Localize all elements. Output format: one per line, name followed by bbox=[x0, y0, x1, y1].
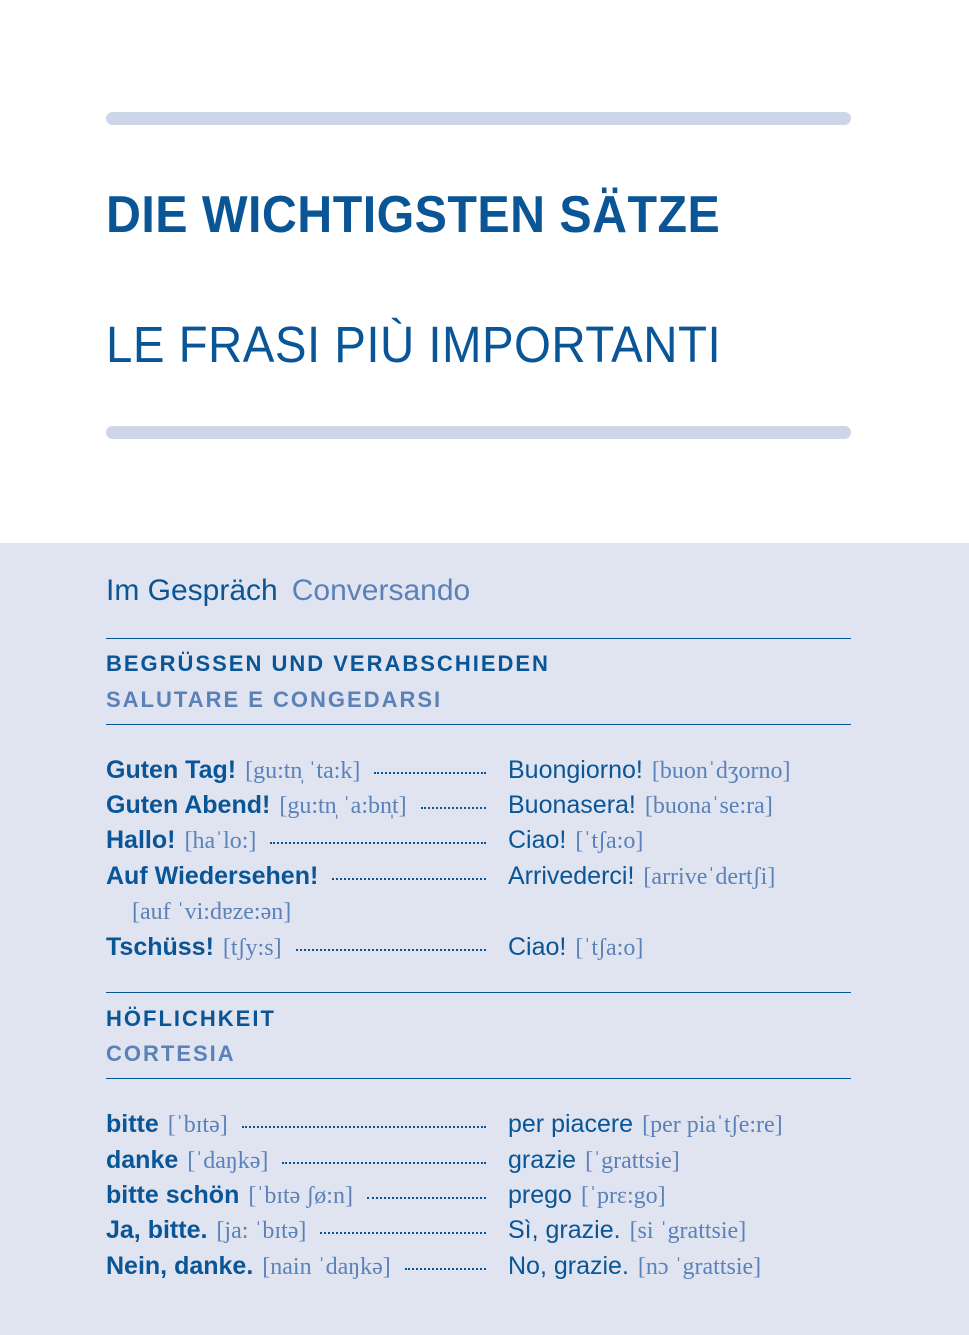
phrase-row bbox=[106, 1212, 851, 1248]
german-phrase: bitte bbox=[106, 1110, 159, 1138]
dotted-leader bbox=[332, 878, 486, 880]
phrase-row bbox=[106, 929, 851, 965]
german-pronunciation: [gu:tn̩ ˈa:bn̩t] bbox=[279, 793, 407, 819]
italian-phrase: Buonasera! bbox=[508, 791, 636, 819]
section-divider bbox=[106, 638, 851, 639]
italian-pronunciation: [nɔ ˈgrattsie] bbox=[637, 1254, 762, 1280]
dotted-leader bbox=[242, 1126, 486, 1128]
german-phrase: Ja, bitte. bbox=[106, 1216, 208, 1244]
section-divider bbox=[106, 992, 851, 993]
dotted-leader bbox=[296, 949, 486, 951]
section-divider bbox=[106, 1078, 851, 1079]
italian-phrase: Ciao! bbox=[508, 933, 567, 961]
dotted-leader bbox=[320, 1232, 486, 1234]
phrase-row bbox=[106, 1142, 851, 1178]
italian-pronunciation: [ˈtʃa:o] bbox=[575, 935, 644, 961]
phrase-row bbox=[106, 858, 851, 894]
german-phrase: danke bbox=[106, 1146, 179, 1174]
dotted-leader bbox=[270, 842, 486, 844]
dotted-leader bbox=[405, 1268, 486, 1270]
chapter-title bbox=[106, 571, 470, 611]
section-heading-german: HÖFLICHKEIT bbox=[106, 1006, 276, 1031]
dotted-leader bbox=[282, 1162, 486, 1164]
german-pronunciation: [auf ˈvi:dɐze:ən] bbox=[132, 899, 292, 925]
section-heading-italian: CORTESIA bbox=[106, 1041, 236, 1066]
phrase-row bbox=[106, 1177, 851, 1213]
german-phrase: Guten Tag! bbox=[106, 756, 237, 784]
phrase-row bbox=[106, 752, 851, 788]
italian-pronunciation: [per piaˈtʃe:re] bbox=[642, 1112, 783, 1138]
german-pronunciation: [ˈbɪtə ʃø:n] bbox=[248, 1183, 353, 1209]
german-phrase: Auf Wiedersehen! bbox=[106, 862, 319, 890]
phrase-row bbox=[106, 1248, 851, 1284]
german-phrase: Guten Abend! bbox=[106, 791, 271, 819]
phrase-row bbox=[106, 787, 851, 823]
italian-pronunciation: [ˈtʃa:o] bbox=[575, 828, 644, 854]
italian-pronunciation: [arriveˈdertʃi] bbox=[643, 864, 776, 890]
italian-phrase: grazie bbox=[508, 1146, 577, 1174]
phrase-row bbox=[106, 822, 851, 858]
german-phrase: bitte schön bbox=[106, 1181, 240, 1209]
page-title-german: DIE WICHTIGSTEN SÄTZE bbox=[106, 186, 721, 244]
italian-phrase: No, grazie. bbox=[508, 1252, 629, 1280]
chapter-title-italian: Conversando bbox=[291, 574, 471, 607]
dotted-leader bbox=[374, 772, 486, 774]
german-pronunciation: [gu:tn̩ ˈta:k] bbox=[245, 758, 361, 784]
title-area bbox=[0, 0, 969, 543]
decorative-bar-bottom bbox=[106, 426, 851, 439]
phrase-row bbox=[106, 1106, 851, 1142]
german-phrase: Hallo! bbox=[106, 826, 176, 854]
italian-pronunciation: [ˈprɛ:go] bbox=[580, 1183, 666, 1209]
chapter-title-german: Im Gespräch bbox=[106, 574, 278, 607]
german-phrase: Nein, danke. bbox=[106, 1252, 254, 1280]
italian-phrase: prego bbox=[508, 1181, 572, 1209]
german-pronunciation: [ja: ˈbɪtə] bbox=[216, 1218, 307, 1244]
italian-phrase: Buongiorno! bbox=[508, 756, 643, 784]
italian-pronunciation: [ˈgrattsie] bbox=[585, 1148, 680, 1174]
decorative-bar-top bbox=[106, 112, 851, 125]
dotted-leader bbox=[367, 1197, 486, 1199]
section-heading-italian: SALUTARE E CONGEDARSI bbox=[106, 687, 443, 712]
german-pronunciation: [tʃy:s] bbox=[222, 935, 282, 961]
italian-phrase: Ciao! bbox=[508, 826, 567, 854]
dotted-leader bbox=[421, 807, 486, 809]
italian-phrase: per piacere bbox=[508, 1110, 634, 1138]
italian-pronunciation: [buonˈdʒorno] bbox=[651, 758, 791, 784]
italian-pronunciation: [si ˈgrattsie] bbox=[629, 1218, 747, 1244]
italian-phrase: Sì, grazie. bbox=[508, 1216, 621, 1244]
german-pronunciation: [ˈdaŋkə] bbox=[187, 1148, 269, 1174]
section-heading-german: BEGRÜSSEN UND VERABSCHIEDEN bbox=[106, 651, 550, 676]
german-pronunciation: [haˈlo:] bbox=[184, 828, 257, 854]
italian-pronunciation: [buonaˈse:ra] bbox=[644, 793, 773, 819]
italian-phrase: Arrivederci! bbox=[508, 862, 635, 890]
section-divider bbox=[106, 724, 851, 725]
page-title-italian: LE FRASI PIÙ IMPORTANTI bbox=[106, 316, 722, 373]
german-pronunciation: [nain ˈdaŋkə] bbox=[262, 1254, 391, 1280]
german-pronunciation: [ˈbɪtə] bbox=[167, 1112, 228, 1138]
german-phrase: Tschüss! bbox=[106, 933, 214, 961]
